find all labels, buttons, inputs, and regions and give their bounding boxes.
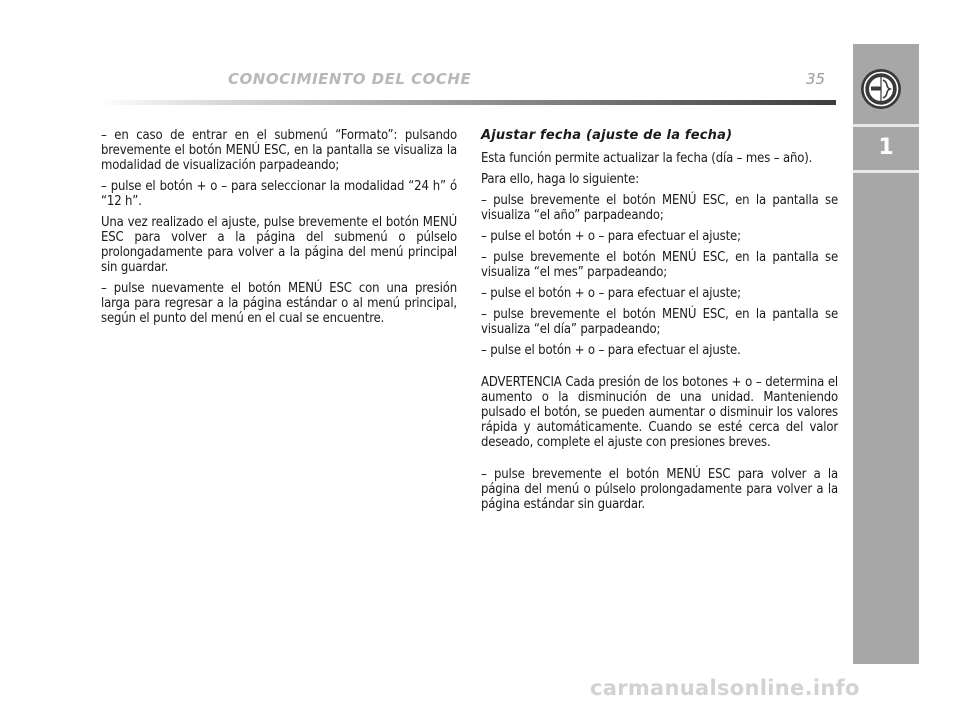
- closing-text: – pulse brevemente el botón MENÚ ESC para volver a la página del menú o púlselo prolongadamente para volver a la página estándar sin guardar.: [481, 467, 838, 512]
- section-title: Ajustar fecha (ajuste de la fecha): [481, 128, 733, 143]
- step-4: – pulse el botón + o – para efectuar el ajuste;: [481, 286, 741, 301]
- header-rule: [96, 100, 836, 105]
- warning-text: ADVERTENCIA Cada presión de los botones + o – determina el aumento o la disminución de una unidad. Manteniendo pulsado el botón, se pueden aumentar o disminuir los valores rápida y automáticamente. Cuando se esté cerca del valor deseado, complete el ajuste con presiones breves.: [481, 375, 838, 450]
- alfa-romeo-badge-icon: [860, 68, 902, 110]
- intro-text: Esta función permite actualizar la fecha (día – mes – año).: [481, 151, 813, 166]
- step-2: – pulse el botón + o – para efectuar el ajuste;: [481, 229, 741, 244]
- step-6: – pulse el botón + o – para efectuar el ajuste.: [481, 343, 741, 358]
- left-paragraph-3: Una vez realizado el ajuste, pulse brevemente el botón MENÚ ESC para volver a la página del submenú o púlselo prolongadamente para volver a la página del menú principal sin guardar.: [101, 215, 457, 275]
- tab-separator-top: [853, 124, 919, 127]
- tab-separator-bottom: [853, 170, 919, 173]
- step-1: – pulse brevemente el botón MENÚ ESC, en la pantalla se visualiza “el año” parpadeando;: [481, 193, 838, 223]
- step-3: – pulse brevemente el botón MENÚ ESC, en la pantalla se visualiza “el mes” parpadeando;: [481, 250, 838, 280]
- left-paragraph-2: – pulse el botón + o – para seleccionar la modalidad “24 h” ó “12 h”.: [101, 179, 457, 209]
- left-paragraph-1: – en caso de entrar en el submenú “Formato”: pulsando brevemente el botón MENÚ ESC, en la pantalla se visualiza la modalidad de visualización parpadeando;: [101, 128, 457, 173]
- right-column: [481, 128, 838, 518]
- step-5: – pulse brevemente el botón MENÚ ESC, en la pantalla se visualiza “el día” parpadeando;: [481, 307, 838, 337]
- chapter-number: 1: [878, 135, 894, 160]
- watermark: carmanualsonline.info: [590, 676, 860, 700]
- lead-text: Para ello, haga lo siguiente:: [481, 172, 640, 187]
- page-number: 35: [806, 70, 826, 88]
- left-paragraph-4: – pulse nuevamente el botón MENÚ ESC con una presión larga para regresar a la página estándar o al menú principal, según el punto del menú en el cual se encuentre.: [101, 281, 457, 326]
- page-header-title: CONOCIMIENTO DEL COCHE: [228, 70, 472, 88]
- left-column: [101, 128, 457, 332]
